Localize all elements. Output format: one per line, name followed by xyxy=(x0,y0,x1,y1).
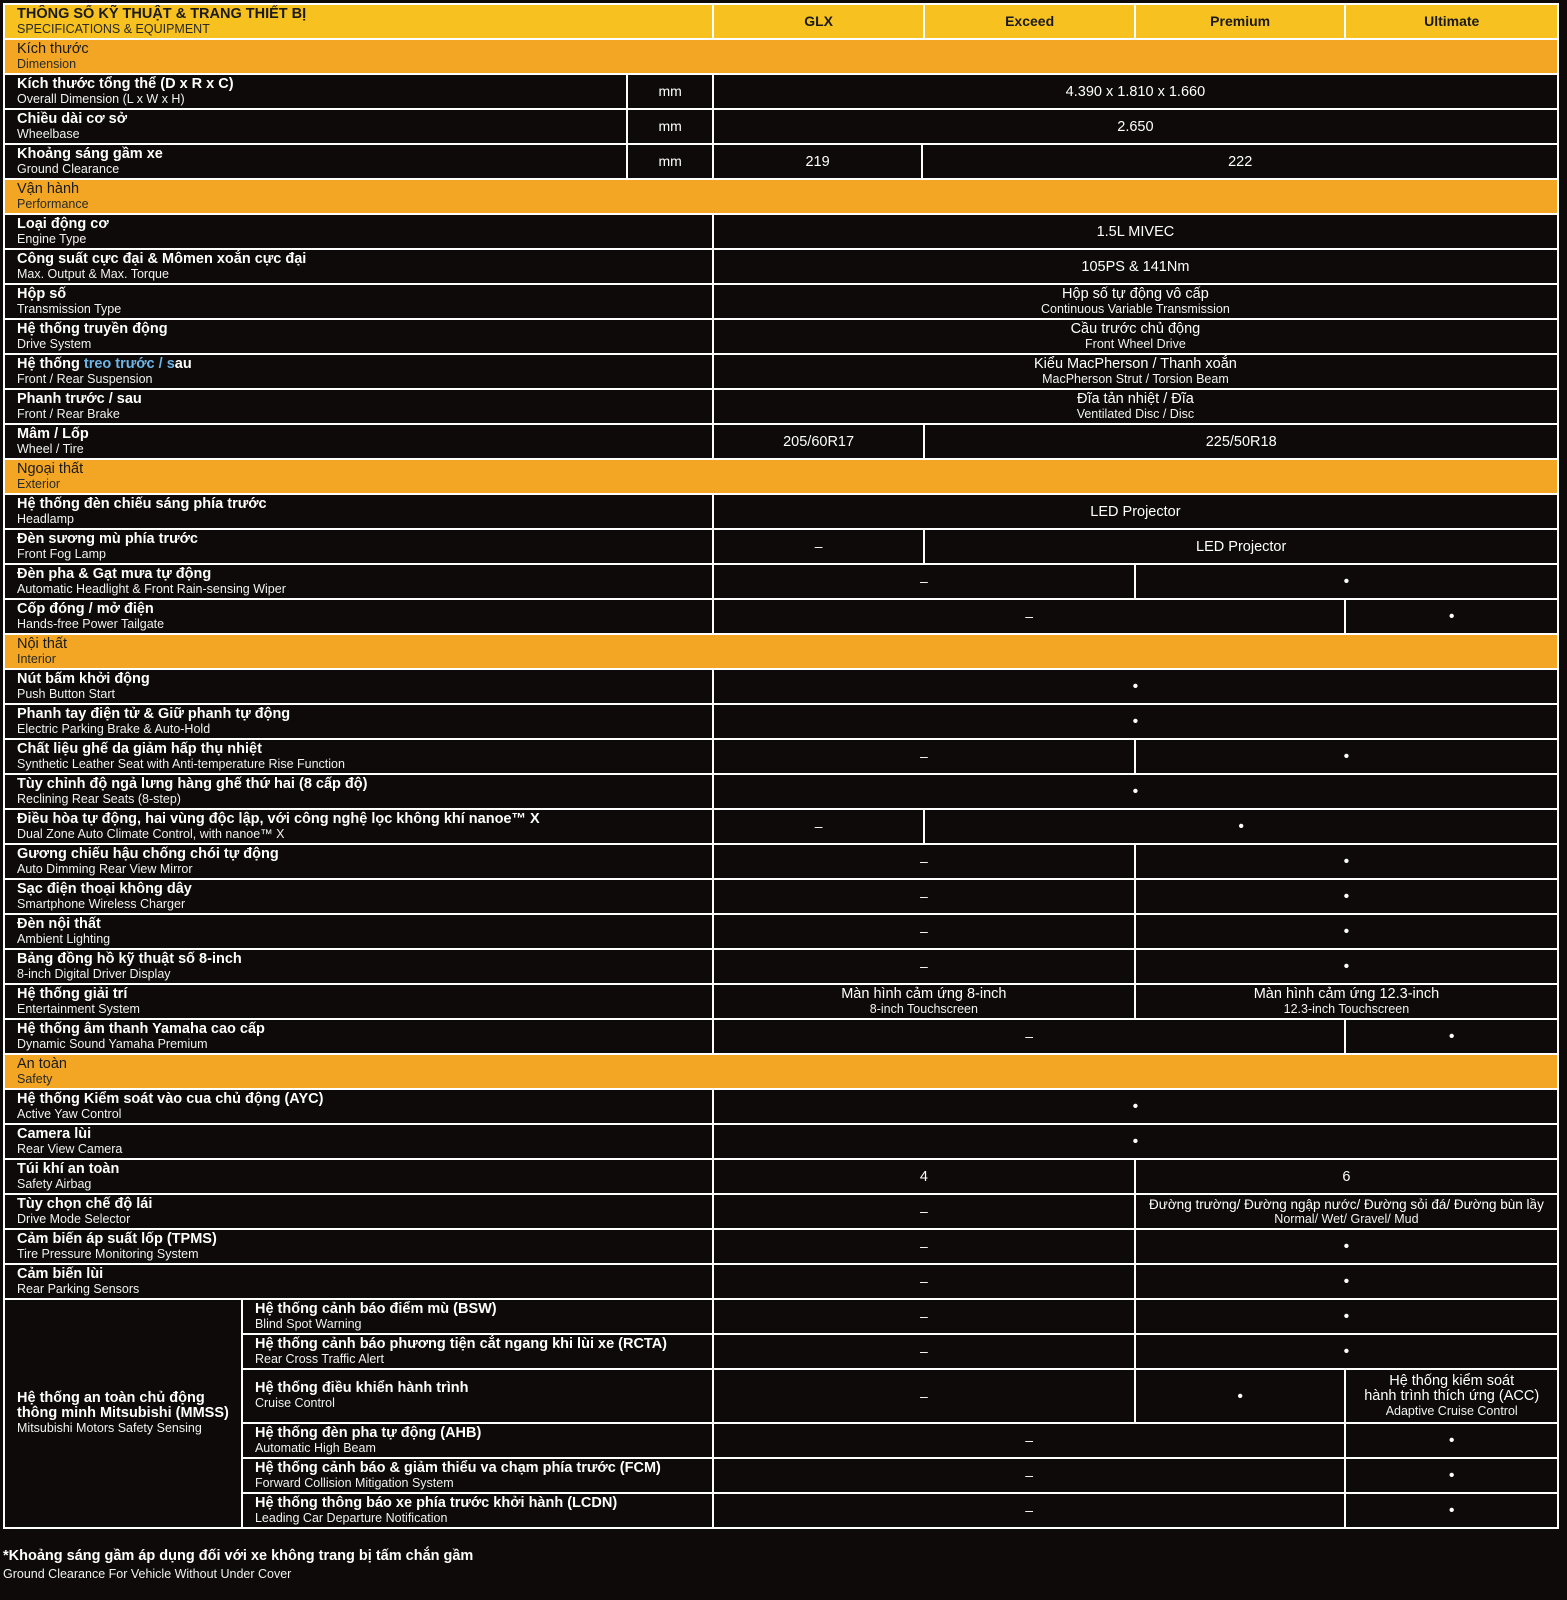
spec-row-ayc: Hệ thống Kiểm soát vào cua chủ động (AYC) Active Yaw Control • xyxy=(4,1089,1558,1124)
spec-row-lcdn: Hệ thống thông báo xe phía trước khởi hành (LCDN) Leading Car Departure Notification – • xyxy=(4,1493,1558,1528)
spec-row-overall-dimension: Kích thước tổng thể (D x R x C) Overall Dimension (L x W x H) mm 4.390 x 1.810 x 1.660 xyxy=(4,74,1558,109)
section-exterior: Ngoại thất Exterior xyxy=(4,459,1558,494)
spec-row-tpms: Cảm biến áp suất lốp (TPMS) Tire Pressure Monitoring System – • xyxy=(4,1229,1558,1264)
spec-row-bsw: Hệ thống an toàn chủ động thông minh Mitsubishi (MMSS) Mitsubishi Motors Safety Sensing Hệ thống cảnh báo điểm mù (BSW) Blind Spot Warning – • xyxy=(4,1299,1558,1334)
spec-row-suspension: Hệ thống treo trước / sau Front / Rear Suspension Kiểu MacPherson / Thanh xoắn MacPherson Strut / Torsion Beam xyxy=(4,354,1558,389)
spec-row-charger: Sạc điện thoại không dây Smartphone Wireless Charger – • xyxy=(4,879,1558,914)
spec-value: 222 xyxy=(922,144,1558,179)
col-header-glx: GLX xyxy=(713,4,925,39)
spec-row-fcm: Hệ thống cảnh báo & giảm thiểu va chạm phía trước (FCM) Forward Collision Mitigation System – • xyxy=(4,1458,1558,1493)
spec-row-wheel: Mâm / Lốp Wheel / Tire 205/60R17 225/50R18 xyxy=(4,424,1558,459)
spec-row-rcta: Hệ thống cảnh báo phương tiện cắt ngang khi lùi xe (RCTA) Rear Cross Traffic Alert – • xyxy=(4,1334,1558,1369)
spec-row-ambient: Đèn nội thất Ambient Lighting – • xyxy=(4,914,1558,949)
section-interior: Nội thất Interior xyxy=(4,634,1558,669)
unit: mm xyxy=(627,109,712,144)
spec-row-output: Công suất cực đại & Mômen xoắn cực đại Max. Output & Max. Torque 105PS & 141Nm xyxy=(4,249,1558,284)
section-dimension: Kích thước Dimension xyxy=(4,39,1558,74)
spec-row-drive-mode: Tùy chọn chế độ lái Drive Mode Selector – Đường trường/ Đường ngập nước/ Đường sỏi đá/ Đường bùn lầy Normal/ Wet/ Gravel/ Mud xyxy=(4,1194,1558,1229)
spec-row-fog-lamp: Đèn sương mù phía trước Front Fog Lamp – LED Projector xyxy=(4,529,1558,564)
mmss-group-label: Hệ thống an toàn chủ động thông minh Mitsubishi (MMSS) Mitsubishi Motors Safety Sensing xyxy=(4,1299,242,1528)
spec-row-transmission: Hộp số Transmission Type Hộp số tự động vô cấp Continuous Variable Transmission xyxy=(4,284,1558,319)
table-header-row xyxy=(4,4,1558,39)
spec-row-epb: Phanh tay điện tử & Giữ phanh tự động Electric Parking Brake & Auto-Hold • xyxy=(4,704,1558,739)
col-header-ultimate: Ultimate xyxy=(1345,4,1558,39)
spec-row-parking-sensors: Cảm biến lùi Rear Parking Sensors – • xyxy=(4,1264,1558,1299)
spec-row-brake: Phanh trước / sau Front / Rear Brake Đĩa tản nhiệt / Đĩa Ventilated Disc / Disc xyxy=(4,389,1558,424)
section-performance: Vận hành Performance xyxy=(4,179,1558,214)
footnote-vi: *Khoảng sáng gầm áp dụng đối với xe không trang bị tấm chắn gầm xyxy=(3,1548,474,1564)
spec-row-sound: Hệ thống âm thanh Yamaha cao cấp Dynamic Sound Yamaha Premium – • xyxy=(4,1019,1558,1054)
spec-row-wheelbase: Chiều dài cơ sở Wheelbase mm 2.650 xyxy=(4,109,1558,144)
spec-row-ahb: Hệ thống đèn pha tự động (AHB) Automatic High Beam – • xyxy=(4,1423,1558,1458)
spec-row-mirror: Gương chiếu hậu chống chói tự động Auto Dimming Rear View Mirror – • xyxy=(4,844,1558,879)
footnote-en: Ground Clearance For Vehicle Without Under Cover xyxy=(3,1567,292,1581)
unit: mm xyxy=(627,74,712,109)
spec-row-camera: Camera lùi Rear View Camera • xyxy=(4,1124,1558,1159)
spec-row-climate: Điều hòa tự động, hai vùng độc lập, với công nghệ lọc không khí nanoe™ X Dual Zone Auto Climate Control, with nanoe™ X – • xyxy=(4,809,1558,844)
footnote xyxy=(3,1548,473,1581)
spec-row-ground-clearance: Khoảng sáng gầm xe Ground Clearance mm 219 222 xyxy=(4,144,1558,179)
spec-row-cruise: Hệ thống điều khiển hành trình Cruise Control – • Hệ thống kiểm soát hành trình thích ứng (ACC) Adaptive Cruise Control xyxy=(4,1369,1558,1423)
spec-row-recline: Tùy chỉnh độ ngả lưng hàng ghế thứ hai (8 cấp độ) Reclining Rear Seats (8-step) • xyxy=(4,774,1558,809)
spec-row-entertainment: Hệ thống giải trí Entertainment System Màn hình cảm ứng 8-inch 8-inch Touchscreen Màn hình cảm ứng 12.3-inch 12.3-inch Touchscreen xyxy=(4,984,1558,1019)
spec-row-engine: Loại động cơ Engine Type 1.5L MIVEC xyxy=(4,214,1558,249)
spec-row-push-start: Nút bấm khởi động Push Button Start • xyxy=(4,669,1558,704)
spec-row-tailgate: Cốp đóng / mở điện Hands-free Power Tailgate – • xyxy=(4,599,1558,634)
spec-value: 4.390 x 1.810 x 1.660 xyxy=(713,74,1558,109)
table-title: THÔNG SỐ KỸ THUẬT & TRANG THIẾT BỊ SPECIFICATIONS & EQUIPMENT xyxy=(4,4,713,39)
spec-table xyxy=(3,3,1559,1529)
spec-row-airbag: Túi khí an toàn Safety Airbag 4 6 xyxy=(4,1159,1558,1194)
spec-row-leather: Chất liệu ghế da giảm hấp thụ nhiệt Synthetic Leather Seat with Anti-temperature Rise Function – • xyxy=(4,739,1558,774)
col-header-exceed: Exceed xyxy=(924,4,1135,39)
spec-row-headlamp: Hệ thống đèn chiếu sáng phía trước Headlamp LED Projector xyxy=(4,494,1558,529)
spec-value-glx: 219 xyxy=(713,144,923,179)
spec-row-auto-light: Đèn pha & Gạt mưa tự động Automatic Headlight & Front Rain-sensing Wiper – • xyxy=(4,564,1558,599)
section-safety: An toàn Safety xyxy=(4,1054,1558,1089)
spec-row-drive-system: Hệ thống truyền động Drive System Cầu trước chủ động Front Wheel Drive xyxy=(4,319,1558,354)
spec-row-driver-display: Bảng đồng hồ kỹ thuật số 8-inch 8-inch Digital Driver Display – • xyxy=(4,949,1558,984)
unit: mm xyxy=(627,144,712,179)
col-header-premium: Premium xyxy=(1135,4,1346,39)
spec-value: 2.650 xyxy=(713,109,1558,144)
